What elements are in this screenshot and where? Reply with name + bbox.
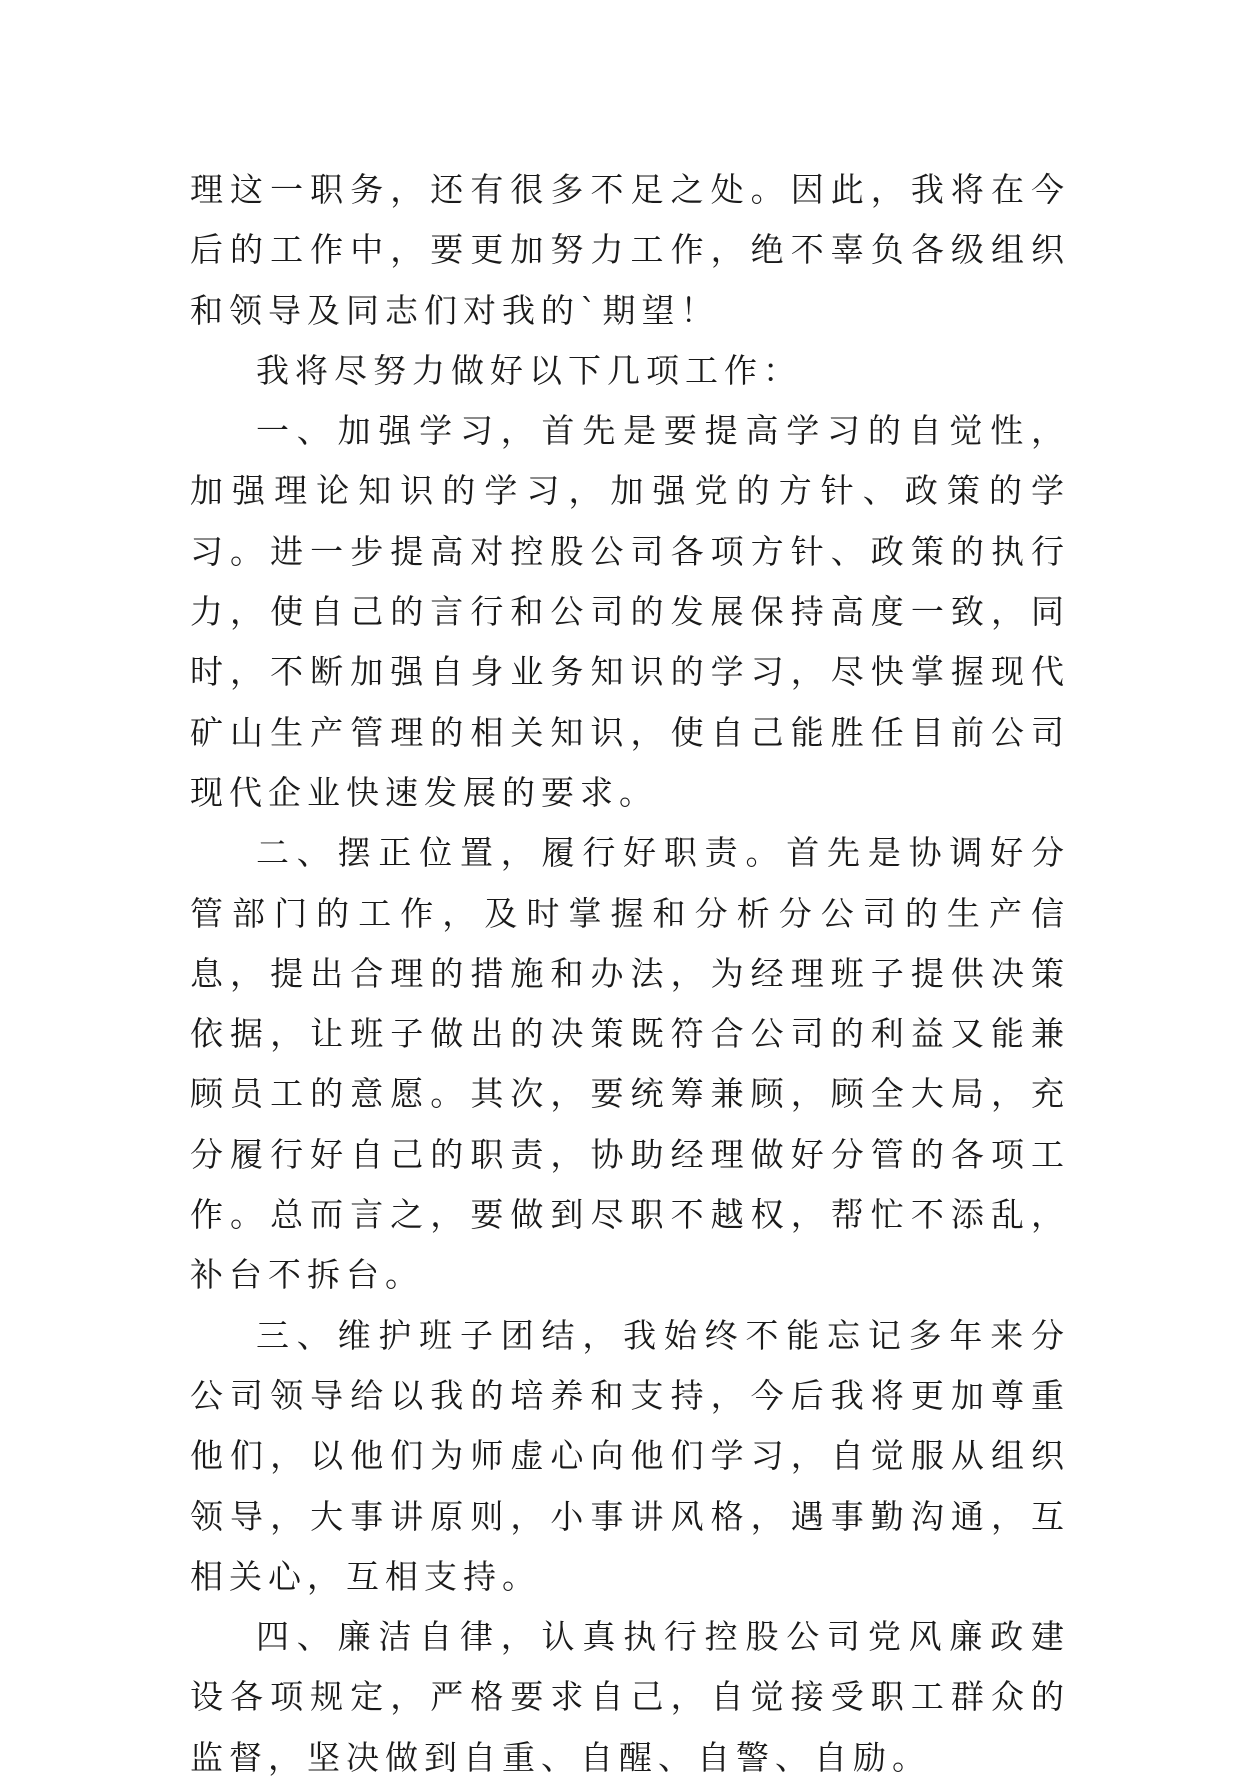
paragraph-item-3: 三、维护班子团结，我始终不能忘记多年来分公司领导给以我的培养和支持，今后我将更加尊重他们，以他们为师虚心向他们学习，自觉服从组织领导，大事讲原则，小事讲风格，遇事勤沟通，互相关心，互相支持。 xyxy=(190,1315,1070,1596)
paragraph-item-1: 一、加强学习，首先是要提高学习的自觉性，加强理论知识的学习，加强党的方针、政策的学习。进一步提高对控股公司各项方针、政策的执行力，使自己的言行和公司的发展保持高度一致，同时，不断加强自身业务知识的学习，尽快掌握现代矿山生产管理的相关知识，使自己能胜任目前公司现代企业快速发展的要求。 xyxy=(190,411,1070,812)
paragraph-item-2: 二、摆正位置，履行好职责。首先是协调好分管部门的工作，及时掌握和分析分公司的生产信息，提出合理的措施和办法，为经理班子提供决策依据，让班子做出的决策既符合公司的利益又能兼顾员工的意愿。其次，要统筹兼顾，顾全大局，充分履行好自己的职责，协助经理做好分管的各项工作。总而言之，要做到尽职不越权，帮忙不添乱，补台不拆台。 xyxy=(190,833,1070,1295)
paragraph-intro: 我将尽努力做好以下几项工作： xyxy=(256,350,802,390)
document-body xyxy=(190,160,1070,1788)
paragraph-continuation: 理这一职务，还有很多不足之处。因此，我将在今后的工作中，要更加努力工作，绝不辜负各级组织和领导及同志们对我的`期望！ xyxy=(190,170,1070,330)
paragraph-item-4: 四、廉洁自律，认真执行控股公司党风廉政建设各项规定，严格要求自己，自觉接受职工群众的监督，坚决做到自重、自醒、自警、自励。 xyxy=(190,1617,1070,1777)
